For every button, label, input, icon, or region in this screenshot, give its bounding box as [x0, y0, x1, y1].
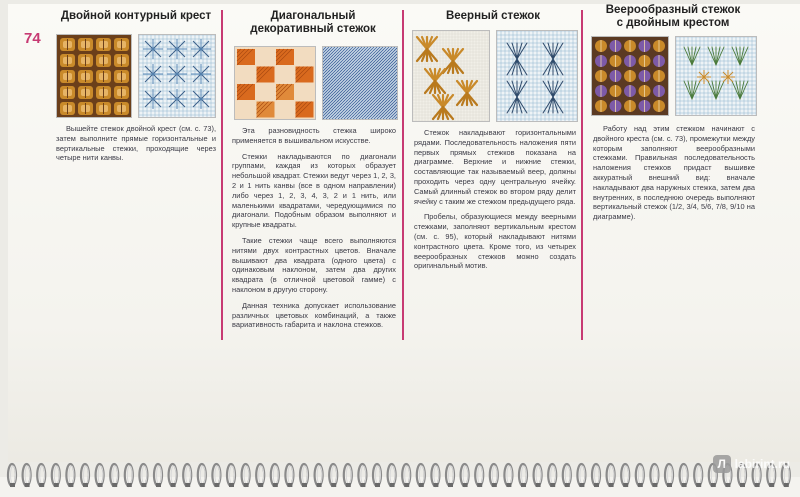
section-body: Работу над этим стежком начинают с двойного креста (см. с. 73), промежутки между которым заполняют веерообразными стежками. Правильная последовательность наложения стежков придаст вышивке аккуратный внешний вид: вначале накладывают два наружных стежка, затем два внутренних, в последнюю очередь выполняют вертикальный стежок (1/2, 3/4, 5/6, 7/8, 9/10 на диаграмме). [593, 124, 755, 222]
stitch-photo [234, 46, 316, 120]
page-number: 74 [24, 30, 41, 47]
book-page [8, 4, 800, 462]
stitch-diagram [675, 36, 757, 116]
column-divider [402, 10, 404, 340]
section-fan-stitch [410, 10, 576, 271]
watermark-logo-icon: Л [713, 455, 731, 473]
stitch-photo [56, 34, 132, 118]
column-divider [221, 10, 223, 340]
stitch-photo [412, 30, 490, 122]
section-double-outline-cross [56, 10, 216, 163]
stitch-diagram [496, 30, 578, 122]
stitch-photo [591, 36, 669, 116]
section-title: Веерообразный стежок с двойным крестом [605, 4, 741, 29]
illustrations [234, 46, 398, 120]
illustrations [591, 36, 757, 116]
illustrations [56, 34, 216, 118]
spiral-binding [0, 459, 800, 497]
stitch-diagram [138, 34, 216, 118]
section-title: Двойной контурный крест [60, 10, 212, 22]
section-fan-double-cross [589, 4, 757, 222]
watermark [713, 455, 790, 473]
section-title: Веерный стежок [445, 10, 541, 22]
section-diagonal-stitch [230, 10, 396, 330]
section-body: Стежок накладывают горизонтальными рядами. Последовательность наложения пяти первых прямых стежков показана на диаграмме. Верхние и нижние стежки, составляющие так называемый веер, должны проходить через одну центральную ячейку. Самый длинный стежок во втором ряду делит ячейку с таким же стежком предыдущего ряда. Пробелы, образующиеся между веерными стежками, заполняют вертикальным крестом (см. с. 95), который накладывают нитями контрастного цвета. Кроме того, из четырех веерообразных стежков можно создать оригинальный мотив. [414, 128, 576, 271]
stitch-diagram [322, 46, 398, 120]
section-body: Вышейте стежок двойной крест (см. с. 73), затем выполните прямые горизонтальные и вертикальные стежки, проходящие через четыре нити канвы. [56, 124, 216, 163]
section-title: Диагональный декоративный стежок [250, 10, 376, 35]
section-body: Эта разновидность стежка широко применяется в вышивальном искусстве. Стежки накладываются по диагонали группами, каждая из которых образует небольшой квадрат. Стежки ведут через 1, 2, 3, 2 и 1 нить канвы (все в одном направлении) либо через 1, 2, 3, 4, 3, 2 и 1 нить, или маленькими квадратами, чередующимися по диагонали. Подобным образом выполняют и крупные квадраты. Такие стежки чаще всего выполняются нитями двух контрастных цветов. Вначале вышивают два квадрата (одного цвета) с одинаковым наклоном, затем два других квадрата (в отличной цветовой гамме) с наклоном в другую сторону. Данная техника допускает использование различных цветовых комбинаций, а также вариативность габарита и наклона стежков. [232, 126, 396, 330]
column-divider [581, 10, 583, 340]
watermark-text: labirint.ru [734, 457, 790, 471]
illustrations [412, 30, 578, 122]
